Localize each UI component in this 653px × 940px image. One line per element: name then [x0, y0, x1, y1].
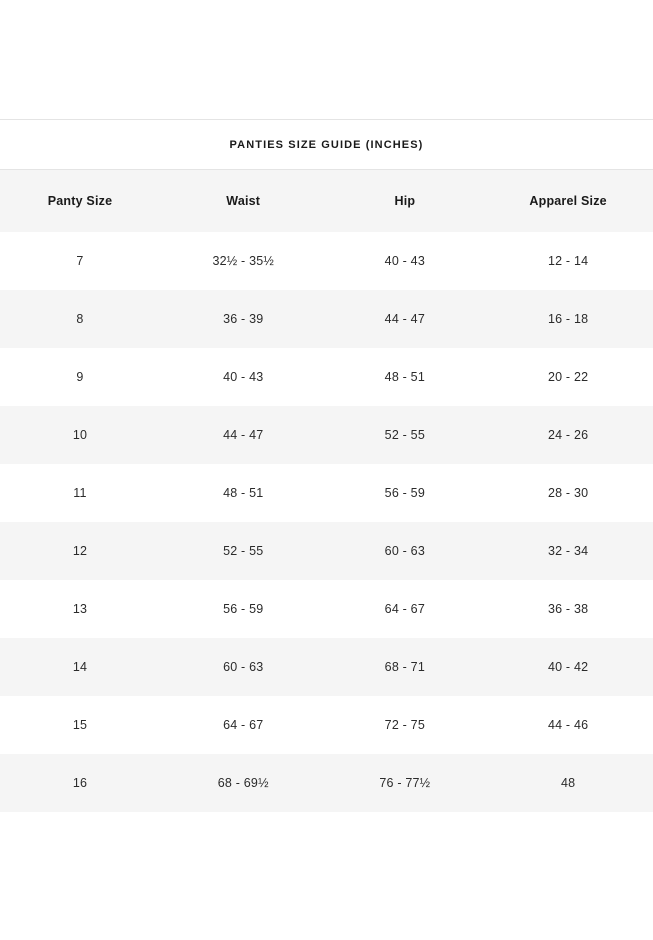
cell-apparel-size: 44 - 46 — [547, 718, 589, 732]
cell-waist: 40 - 43 — [223, 370, 264, 384]
cell-hip: 44 - 47 — [384, 312, 425, 326]
cell-panty-size: 16 — [72, 776, 88, 790]
cell-apparel-size: 28 - 30 — [547, 486, 589, 500]
cell-apparel-size: 40 - 42 — [547, 660, 589, 674]
cell-panty-size: 13 — [72, 602, 88, 616]
cell-hip: 48 - 51 — [384, 370, 425, 384]
table-title-row — [0, 120, 653, 170]
cell-hip: 56 - 59 — [384, 486, 425, 500]
cell-apparel-size: 20 - 22 — [547, 370, 589, 384]
table-row — [0, 348, 653, 406]
cell-waist: 56 - 59 — [223, 602, 264, 616]
cell-panty-size: 7 — [76, 254, 84, 268]
top-spacer — [0, 0, 653, 119]
cell-waist: 60 - 63 — [223, 660, 264, 674]
cell-hip: 52 - 55 — [384, 428, 425, 442]
cell-waist: 32½ - 35½ — [212, 254, 275, 268]
cell-hip: 64 - 67 — [384, 602, 425, 616]
cell-apparel-size: 32 - 34 — [547, 544, 589, 558]
table-row — [0, 406, 653, 464]
cell-apparel-size: 48 — [560, 776, 576, 790]
cell-waist: 68 - 69½ — [217, 776, 269, 790]
cell-hip: 76 - 77½ — [379, 776, 431, 790]
page-title: PANTIES SIZE GUIDE (INCHES) — [229, 139, 424, 151]
table-body — [0, 232, 653, 812]
column-header-hip: Hip — [394, 194, 416, 208]
table-row — [0, 696, 653, 754]
cell-panty-size: 12 — [72, 544, 88, 558]
cell-waist: 48 - 51 — [223, 486, 264, 500]
cell-waist: 64 - 67 — [223, 718, 264, 732]
cell-panty-size: 11 — [73, 486, 87, 500]
cell-apparel-size: 12 - 14 — [547, 254, 589, 268]
cell-panty-size: 14 — [72, 660, 88, 674]
table-row — [0, 232, 653, 290]
table-row — [0, 522, 653, 580]
cell-apparel-size: 24 - 26 — [547, 428, 589, 442]
table-row — [0, 580, 653, 638]
table-title-cell — [0, 120, 653, 170]
table-title-head — [0, 120, 653, 170]
table-header-row — [0, 170, 653, 233]
cell-panty-size: 15 — [72, 718, 88, 732]
table-row — [0, 290, 653, 348]
cell-apparel-size: 36 - 38 — [547, 602, 589, 616]
cell-panty-size: 8 — [76, 312, 84, 326]
cell-waist: 36 - 39 — [223, 312, 264, 326]
size-guide-table — [0, 119, 653, 812]
cell-waist: 44 - 47 — [223, 428, 264, 442]
cell-apparel-size: 16 - 18 — [547, 312, 589, 326]
cell-waist: 52 - 55 — [223, 544, 264, 558]
cell-hip: 60 - 63 — [384, 544, 425, 558]
cell-hip: 68 - 71 — [384, 660, 425, 674]
cell-panty-size: 10 — [72, 428, 88, 442]
column-header-apparel-size: Apparel Size — [529, 194, 607, 208]
cell-hip: 40 - 43 — [384, 254, 425, 268]
table-row — [0, 638, 653, 696]
table-row — [0, 754, 653, 812]
cell-panty-size: 9 — [76, 370, 84, 384]
table-column-header — [0, 170, 653, 233]
table-row — [0, 464, 653, 522]
cell-hip: 72 - 75 — [384, 718, 425, 732]
column-header-waist: Waist — [226, 194, 261, 208]
column-header-panty-size: Panty Size — [47, 194, 113, 208]
